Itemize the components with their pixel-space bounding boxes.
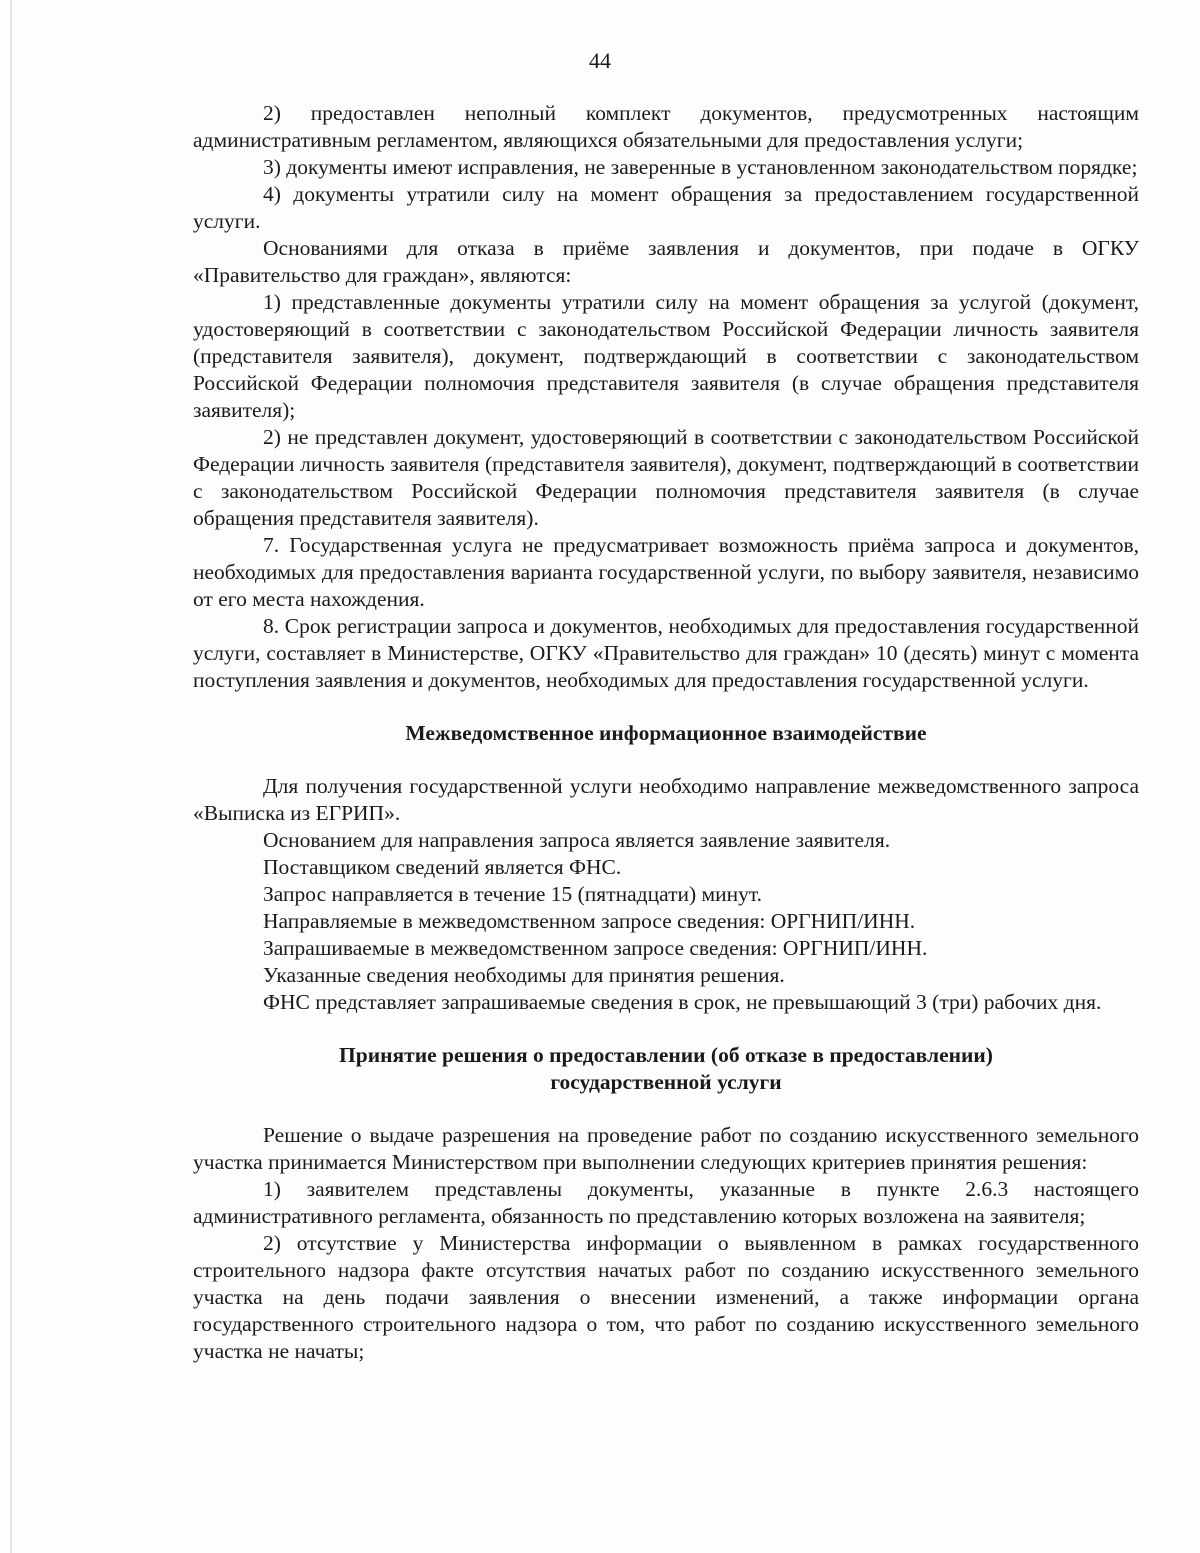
section-heading-line: государственной услуги [550, 1070, 782, 1094]
paragraph: 1) заявителем представлены документы, указанные в пункте 2.6.3 настоящего административного регламента, обязанность по представлению которых возложена на заявителя; [193, 1177, 1139, 1228]
paragraph: ФНС представляет запрашиваемые сведения в срок, не превышающий 3 (три) рабочих дня. [263, 990, 1102, 1014]
paragraph: Запрашиваемые в межведомственном запросе сведения: ОРГНИП/ИНН. [263, 936, 928, 960]
paragraph: 2) не представлен документ, удостоверяющий в соответствии с законодательством Российской Федерации личность заявителя (представителя заявителя), документ, подтверждающий в соответствии с законодательством Российской Федерации полномочия представителя заявителя (в случае обращения представителя заявителя). [193, 425, 1139, 530]
paragraph: Запрос направляется в течение 15 (пятнадцати) минут. [263, 882, 763, 906]
paragraph: Направляемые в межведомственном запросе сведения: ОРГНИП/ИНН. [263, 909, 916, 933]
paragraph: 7. Государственная услуга не предусматривает возможность приёма запроса и документов, необходимых для предоставления варианта государственной услуги, по выбору заявителя, независимо от его места нахождения. [193, 533, 1139, 611]
page-number: 44 [589, 48, 611, 73]
scan-edge [10, 0, 12, 1553]
paragraph: Для получения государственной услуги необходимо направление межведомственного запроса «Выписка из ЕГРИП». [193, 774, 1139, 825]
paragraph: Поставщиком сведений является ФНС. [263, 855, 622, 879]
section-heading [193, 1042, 1139, 1096]
paragraph: 2) предоставлен неполный комплект документов, предусмотренных настоящим административным регламентом, являющихся обязательными для предоставления услуги; [193, 101, 1139, 152]
paragraph: 8. Срок регистрации запроса и документов, необходимых для предоставления государственной услуги, составляет в Министерстве, ОГКУ «Правительство для граждан» 10 (десять) минут с момента поступления заявления и документов, необходимых для предоставления государственной услуги. [193, 614, 1139, 692]
paragraph: 1) представленные документы утратили силу на момент обращения за услугой (документ, удостоверяющий в соответствии с законодательством Российской Федерации личность заявителя (представителя заявителя), документ, подтверждающий в соответствии с законодательством Российской Федерации полномочия представителя заявителя (в случае обращения представителя заявителя); [193, 290, 1139, 422]
paragraph: 3) документы имеют исправления, не заверенные в установленном законодательством порядке; [263, 155, 1138, 179]
paragraph: Решение о выдаче разрешения на проведение работ по созданию искусственного земельного участка принимается Министерством при выполнении следующих критериев принятия решения: [193, 1123, 1139, 1174]
paragraph: 4) документы утратили силу на момент обращения за предоставлением государственной услуги. [193, 182, 1139, 233]
paragraph: Основанием для направления запроса является заявление заявителя. [263, 828, 891, 852]
paragraph: 2) отсутствие у Министерства информации о выявленном в рамках государственного строительного надзора факте отсутствия начатых работ по созданию искусственного земельного участка на день подачи заявления о внесении изменений, а также информации органа государственного строительного надзора о том, что работ по созданию искусственного земельного участка не начаты; [193, 1231, 1139, 1363]
section-heading: Межведомственное информационное взаимодействие [405, 721, 927, 745]
document-body [193, 100, 1139, 1365]
section-heading-line: Принятие решения о предоставлении (об отказе в предоставлении) [339, 1043, 993, 1067]
paragraph: Основаниями для отказа в приёме заявления и документов, при подаче в ОГКУ «Правительство для граждан», являются: [193, 236, 1139, 287]
paragraph: Указанные сведения необходимы для принятия решения. [263, 963, 785, 987]
